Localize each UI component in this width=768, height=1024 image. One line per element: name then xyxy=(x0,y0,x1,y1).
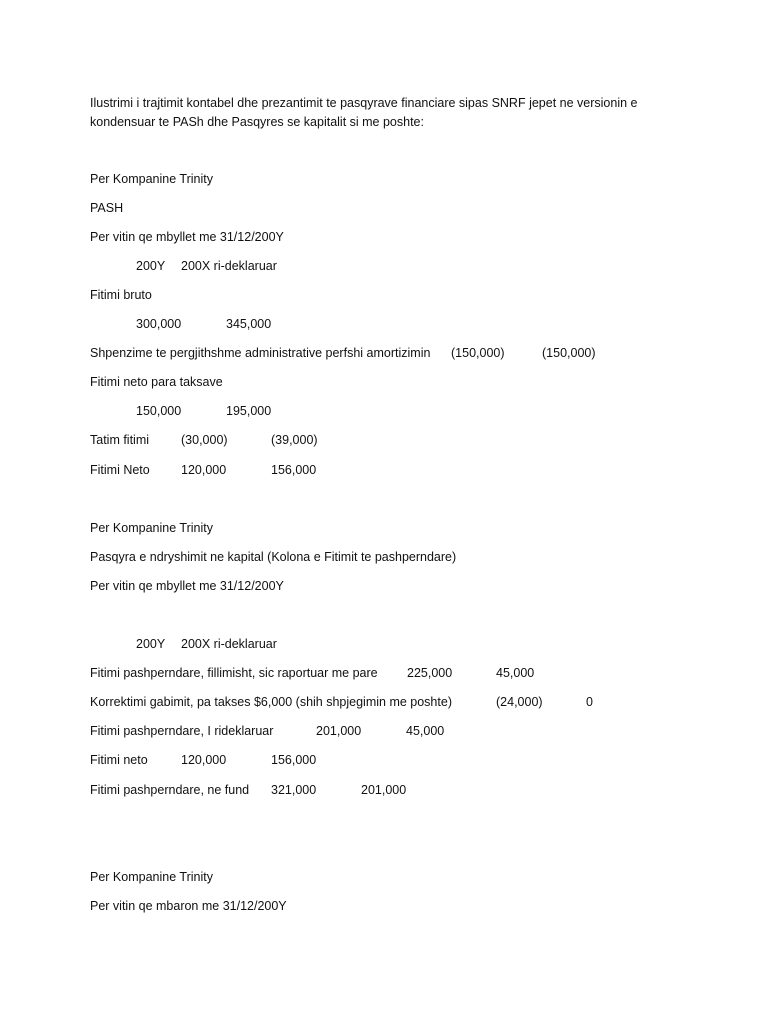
section2-row-value-200x: 0 xyxy=(586,695,593,709)
section1-company: Per Kompanine Trinity xyxy=(90,172,213,186)
section2-col-header-200x: 200X ri-deklaruar xyxy=(181,637,277,651)
section1-row-value-200x: 345,000 xyxy=(226,317,272,331)
section2-row-label: Fitimi pashperndare, I rideklaruar xyxy=(90,724,274,738)
section1-row-value-200x: 156,000 xyxy=(271,463,317,477)
section2-row-value-200x: 201,000 xyxy=(361,783,407,797)
section2-row-value-200y: 120,000 xyxy=(181,753,227,767)
section1-row-value-200x: (39,000) xyxy=(271,433,318,447)
section2-period: Per vitin qe mbyllet me 31/12/200Y xyxy=(90,579,284,593)
section1-row-value-200y: (30,000) xyxy=(181,433,228,447)
section1-row-label: Fitimi neto para taksave xyxy=(90,375,223,389)
section1-col-header-200x: 200X ri-deklaruar xyxy=(181,259,277,273)
section2-row-label: Korrektimi gabimit, pa takses $6,000 (shih shpjegimin me poshte) xyxy=(90,695,452,709)
section1-row-label: Shpenzime te pergjithshme administrative perfshi amortizimin xyxy=(90,346,431,360)
section1-row-value-200y: (150,000) xyxy=(451,346,505,360)
section3-company: Per Kompanine Trinity xyxy=(90,870,213,884)
section1-row-label: Tatim fitimi xyxy=(90,433,150,447)
section1-row-value-200y: 120,000 xyxy=(181,463,227,477)
section2-statement-title: Pasqyra e ndryshimit ne kapital (Kolona e Fitimit te pashperndare) xyxy=(90,550,457,564)
section2-row-value-200x: 45,000 xyxy=(496,666,535,680)
section2-row-value-200y: 225,000 xyxy=(407,666,453,680)
section1-row-label: Fitimi bruto xyxy=(90,288,152,302)
intro-line-2: kondensuar te PASh dhe Pasqyres se kapitalit si me poshte: xyxy=(90,115,424,129)
intro-line-1: Ilustrimi i trajtimit kontabel dhe prezantimit te pasqyrave financiare sipas SNRF jepet ne versionin e xyxy=(90,96,638,110)
section1-row-value-200y: 150,000 xyxy=(136,404,182,418)
section3-period: Per vitin qe mbaron me 31/12/200Y xyxy=(90,899,287,913)
section1-period: Per vitin qe mbyllet me 31/12/200Y xyxy=(90,230,284,244)
section1-row-label: Fitimi Neto xyxy=(90,463,150,477)
section2-row-label: Fitimi pashperndare, ne fund xyxy=(90,783,250,797)
section2-col-header-200y: 200Y xyxy=(136,637,166,651)
section2-row-value-200y: 201,000 xyxy=(316,724,362,738)
section1-statement-title: PASH xyxy=(90,201,124,215)
section1-col-header-200y: 200Y xyxy=(136,259,166,273)
section2-row-value-200x: 45,000 xyxy=(406,724,445,738)
section2-row-value-200x: 156,000 xyxy=(271,753,317,767)
section1-row-value-200x: 195,000 xyxy=(226,404,272,418)
section2-row-value-200y: 321,000 xyxy=(271,783,317,797)
section2-company: Per Kompanine Trinity xyxy=(90,521,213,535)
section2-row-label: Fitimi neto xyxy=(90,753,148,767)
section1-row-value-200y: 300,000 xyxy=(136,317,182,331)
section2-row-value-200y: (24,000) xyxy=(496,695,543,709)
section1-row-value-200x: (150,000) xyxy=(542,346,596,360)
section2-row-label: Fitimi pashperndare, fillimisht, sic raportuar me pare xyxy=(90,666,378,680)
